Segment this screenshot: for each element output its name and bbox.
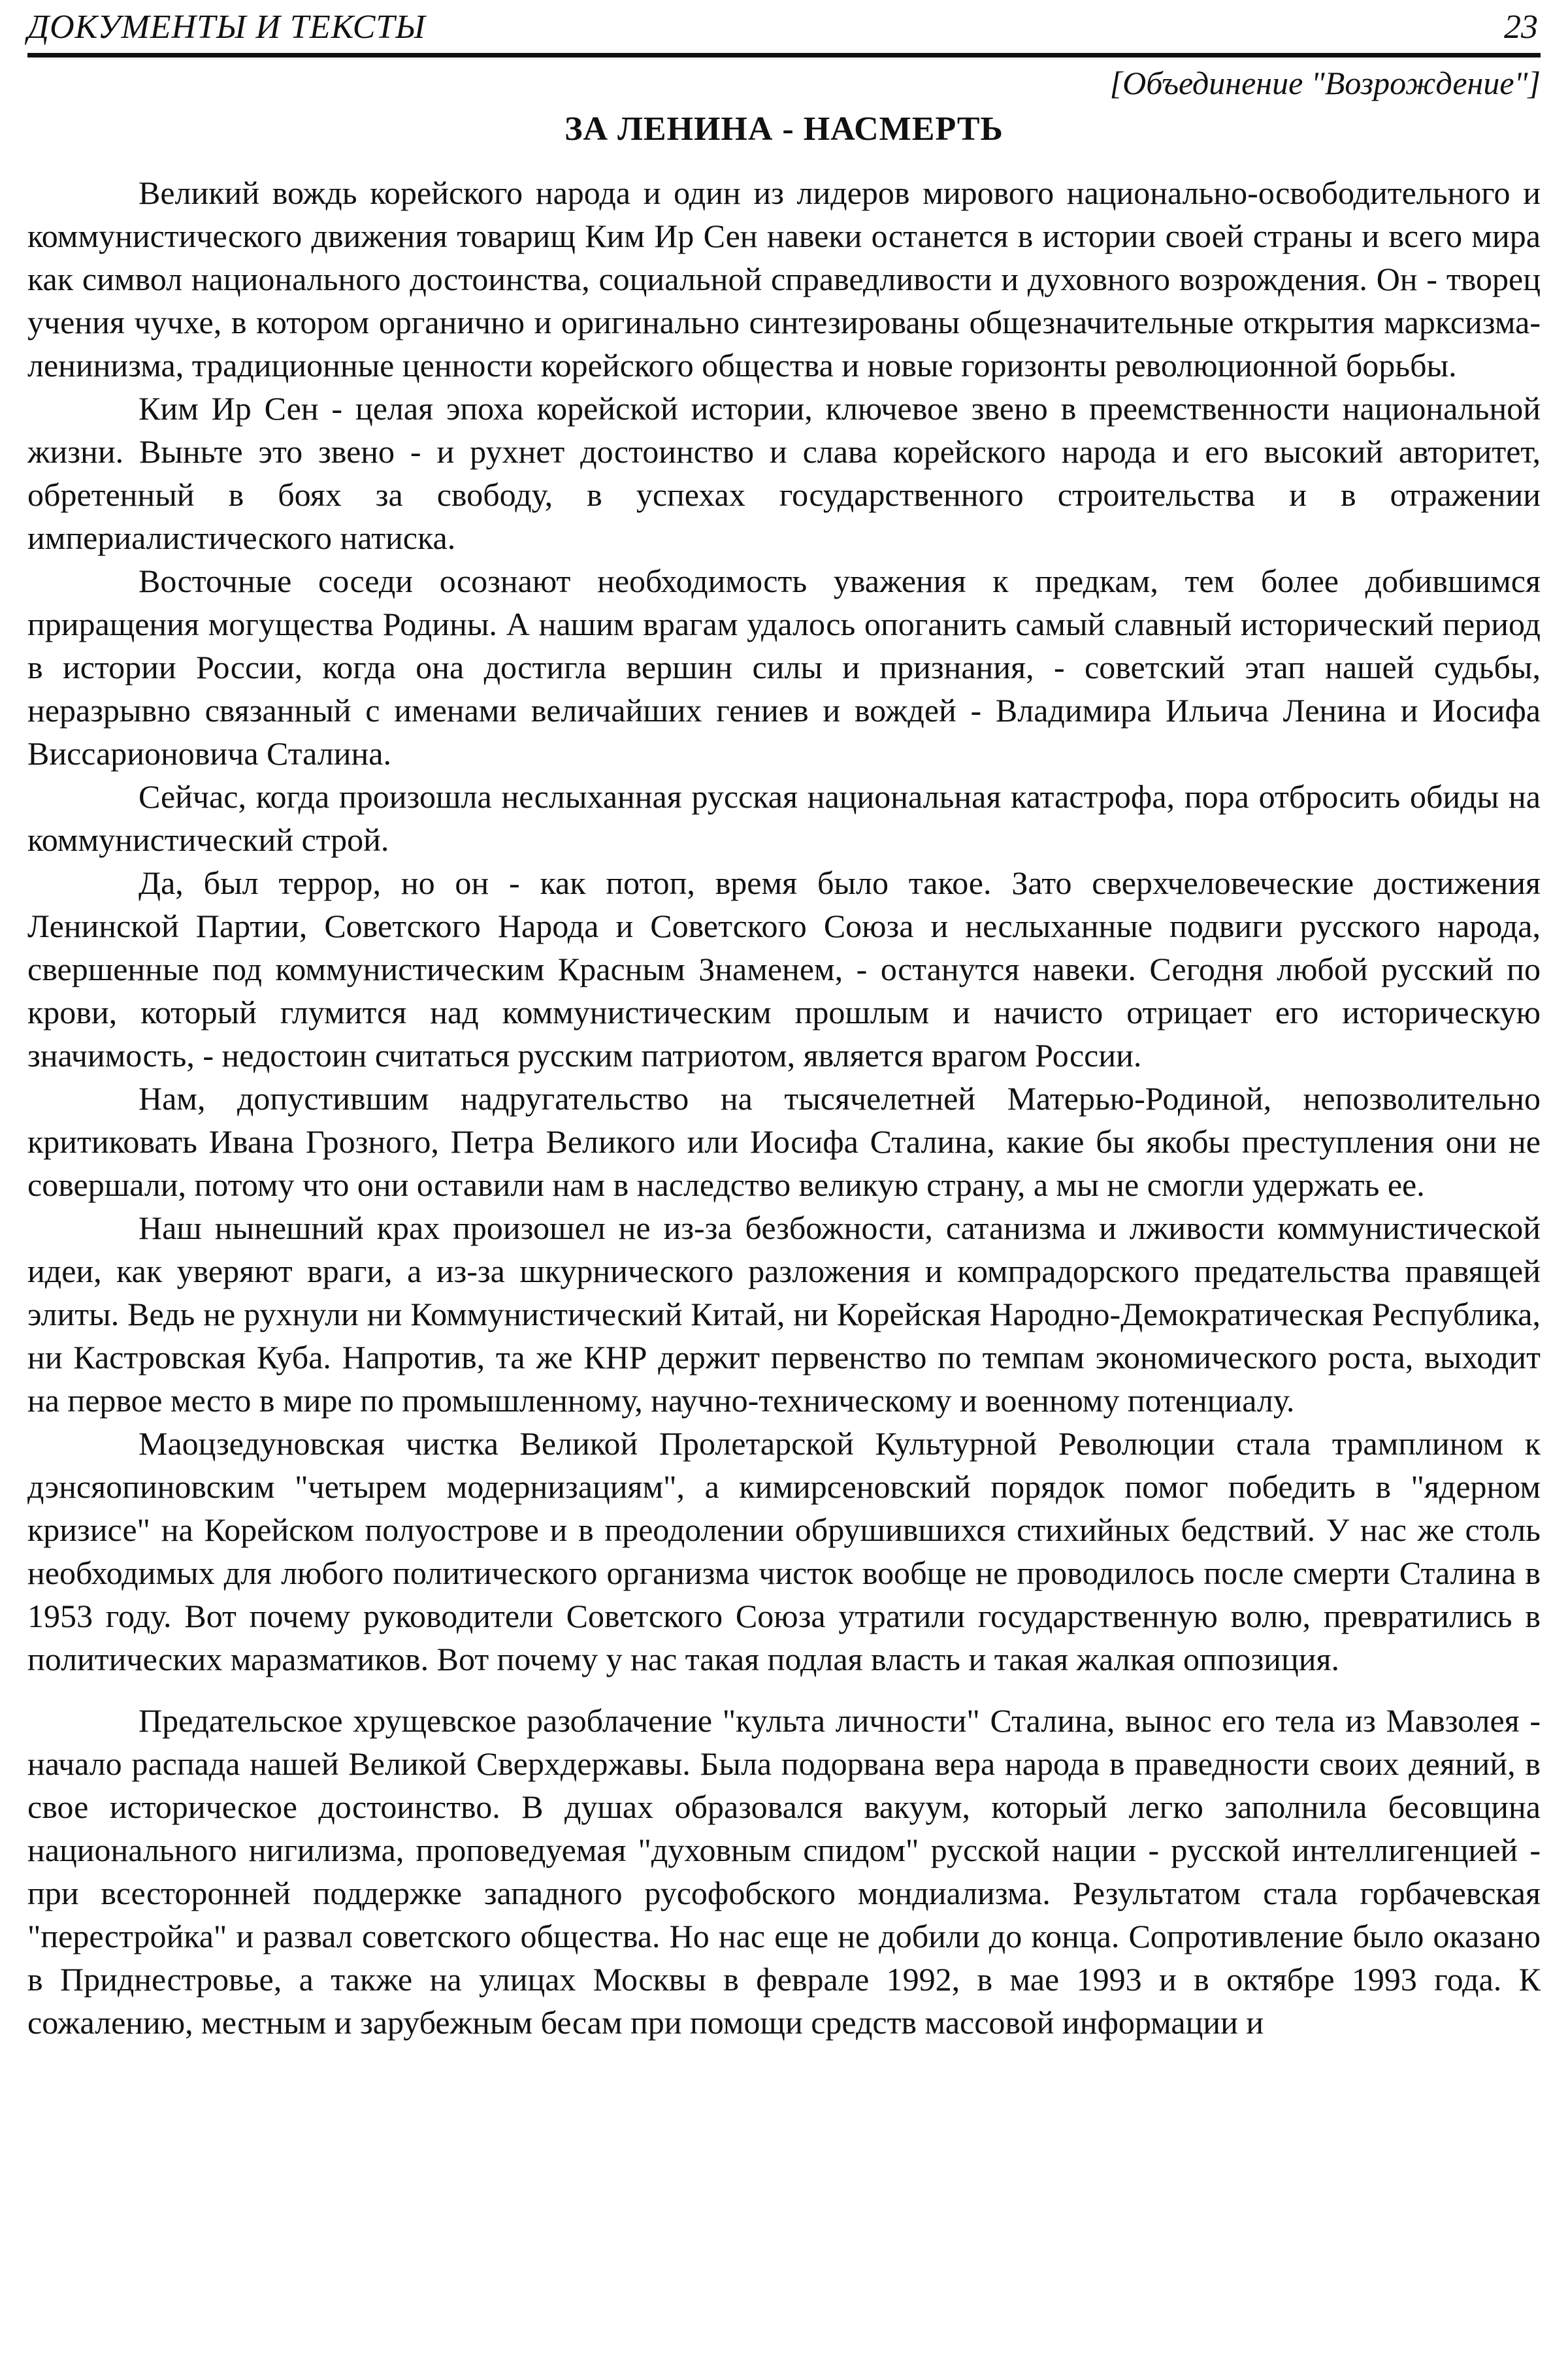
article-title: ЗА ЛЕНИНА - НАСМЕРТЬ [564, 110, 1004, 148]
paragraph: Сейчас, когда произошла неслыханная русская национальная катастрофа, пора отбросить обиды на коммунистический строй. [27, 778, 1541, 858]
paragraph: Восточные соседи осознают необходимость уважения к предкам, тем более добившимся приращения могущества Родины. А нашим врагам удалось опоганить самый славный исторический период в истории России, когда она достигла вершин силы и признания, - советский этап нашей судьбы, неразрывно связанный с именами величайших гениев и вождей - Владимира Ильича Ленина и Иосифа Виссарионовича Сталина. [27, 563, 1541, 772]
paragraph: Предательское хрущевское разоблачение "культа личности" Сталина, вынос его тела из Мавзолея - начало распада нашей Великой Сверхдержавы. Была подорвана вера народа в праведности своих деяний, в свое историческое достоинство. В душах образовался вакуум, который легко заполнила бесовщина национального нигилизма, проповедуемая "духовным спидом" русской нации - русской интеллигенцией - при всесторонней поддержке западного русофобского мондиализма. Результатом стала горбачевская "перестройка" и развал советского общества. Но нас еще не добили до конца. Сопротивление было оказано в Приднестровье, а также на улицах Москвы в феврале 1992, в мае 1993 и в октябре 1993 года. К сожалению, местным и зарубежным бесам при помощи средств массовой информации и [27, 1702, 1541, 2041]
article-source: [Объединение "Возрождение"] [1109, 65, 1541, 101]
page-number: 23 [1504, 8, 1538, 46]
paragraph: Да, был террор, но он - как потоп, время было такое. Зато сверхчеловеческие достижения Ленинской Партии, Советского Народа и Советского Союза и неслыханные подвиги русского народа, свершенные под коммунистическим Красным Знаменем, - останутся навеки. Сегодня любой русский по крови, который глумится над коммунистическим прошлым и начисто отрицает его историческую значимость, - недостоин считаться русским патриотом, является врагом России. [27, 865, 1541, 1074]
paragraph: Наш нынешний крах произошел не из-за безбожности, сатанизма и лживости коммунистической идеи, как уверяют враги, а из-за шкурнического разложения и компрадорского предательства правящей элиты. Ведь не рухнули ни Коммунистический Китай, ни Корейская Народно-Демократическая Республика, ни Кастровская Куба. Напротив, та же КНР держит первенство по темпам экономического роста, выходит на первое место в мире по промышленному, научно-техническому и военному потенциалу. [27, 1210, 1541, 1419]
article-body [27, 171, 1541, 2354]
running-header [27, 5, 1541, 58]
section-title: ДОКУМЕНТЫ И ТЕКСТЫ [27, 8, 426, 46]
paragraph: Ким Ир Сен - целая эпоха корейской истории, ключевое звено в преемственности национальной жизни. Выньте это звено - и рухнет достоинство и слава корейского народа и его высокий авторитет, обретенный в боях за свободу, в успехах государственного строительства и в отражении империалистического натиска. [27, 390, 1541, 556]
paragraph: Великий вождь корейского народа и один из лидеров мирового национально-освободительного и коммунистического движения товарищ Ким Ир Сен навеки останется в истории своей страны и всего мира как символ национального достоинства, социальной справедливости и духовного возрождения. Он - творец учения чучхе, в котором органично и оригинально синтезированы общезначительные открытия марксизма-ленинизма, традиционные ценности корейского общества и новые горизонты революционной борьбы. [27, 174, 1541, 384]
paragraph: Нам, допустившим надругательство на тысячелетней Матерью-Родиной, непозволительно критиковать Ивана Грозного, Петра Великого или Иосифа Сталина, какие бы якобы преступления они не совершали, потому что они оставили нам в наследство великую страну, а мы не смогли удержать ее. [27, 1080, 1541, 1203]
paragraph: Маоцзедуновская чистка Великой Пролетарской Культурной Революции стала трамплином к дэнсяопиновским "четырем модернизациям", а кимирсеновский порядок помог победить в "ядерном кризисе" на Корейском полуострове и в преодолении обрушившихся стихийных бедствий. У нас же столь необходимых для любого политического организма чисток вообще не проводилось после смерти Сталина в 1953 году. Вот почему руководители Советского Союза утратили государственную волю, превратились в политических маразматиков. Вот почему у нас такая подлая власть и такая жалкая оппозиция. [27, 1425, 1541, 1677]
